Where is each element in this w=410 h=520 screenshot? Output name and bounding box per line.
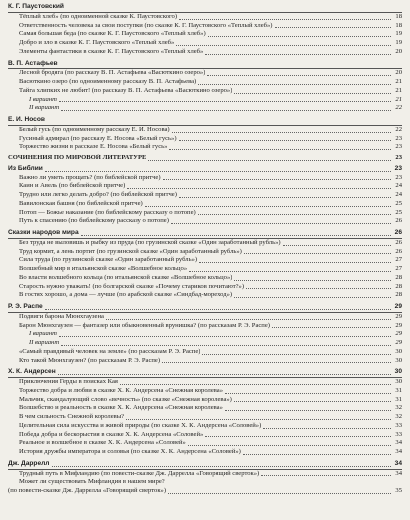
entry-title: Важно ли уметь прощать? (по библейской притче) (19, 173, 161, 181)
entry-title: Торжество жизни в рассказе Е. Носова «Белый гусь» (19, 143, 168, 151)
dot-leader (261, 475, 391, 476)
dot-leader (148, 160, 391, 161)
page-number: 34 (395, 469, 402, 477)
dot-leader (45, 171, 391, 172)
toc-entry[interactable] (8, 13, 402, 22)
page-number: 19 (395, 30, 402, 38)
entry-title: Добро и зло в сказке К. Г. Паустовского «Теплый хлеб» (19, 39, 175, 46)
section-gap (8, 226, 402, 228)
toc-section (8, 3, 402, 57)
entry-title: История дружбы императора и соловья (по сказке Х. К. Андерсена «Соловей») (19, 448, 241, 455)
toc-entry[interactable] (8, 30, 402, 39)
toc-entry[interactable] (8, 313, 402, 322)
toc-entry[interactable] (8, 248, 402, 257)
dot-leader (202, 354, 391, 355)
toc-entry[interactable] (8, 69, 402, 78)
section-gap (8, 57, 402, 59)
page-number: 18 (395, 21, 402, 29)
entry-title: Волшебный мир в итальянской сказке «Волшебное кольцо» (19, 265, 188, 272)
page-number: 33 (395, 430, 402, 438)
toc-entry[interactable] (8, 413, 402, 422)
dot-leader (168, 493, 391, 494)
entry-title: Целительная сила искусства и живой природы (по сказке Х. К. Андерсена «Соловей») (19, 421, 262, 429)
toc-entry[interactable] (8, 291, 402, 300)
toc-entry[interactable] (8, 239, 402, 248)
toc-entry[interactable] (8, 200, 402, 209)
section-title: Х. К. Андерсен (8, 368, 56, 376)
entry-title: В чем сильность Снежной королевы? (19, 413, 125, 420)
entry-title: Волшебство и реальность в сказке Х. К. Андерсена «Снежная королева» (19, 404, 223, 412)
section-title: Е. И. Носов (8, 116, 45, 123)
toc-entry[interactable] (8, 487, 402, 496)
section-heading (8, 154, 402, 163)
toc-entry[interactable] (8, 182, 402, 191)
entry-title: Ответственность человека за свои поступки (по сказке К. Г. Паустовского «Теплый хлеб») (19, 21, 273, 29)
page-number: 20 (395, 47, 402, 55)
page-number: 34 (394, 459, 402, 467)
page-number: 27 (395, 265, 402, 272)
dot-leader (61, 110, 391, 111)
toc-section (8, 368, 402, 457)
author-heading (8, 116, 402, 126)
dot-leader (243, 454, 391, 455)
entry-title: Мальчик, скандалующий слово «вечность» (по сказке «Снежная королева») (19, 395, 232, 403)
page-number: 29 (395, 312, 402, 320)
dot-leader (225, 410, 391, 411)
dot-leader (199, 262, 391, 263)
dot-leader (162, 362, 391, 363)
toc-entry[interactable] (8, 96, 402, 105)
toc-section (8, 60, 402, 114)
entry-title: (по повести-сказке Дж. Даррелла «Говорящий сверток») (8, 487, 167, 494)
dot-leader (106, 319, 391, 320)
dot-leader (244, 253, 391, 254)
page-number: 26 (395, 238, 402, 246)
toc-entry[interactable] (8, 330, 402, 339)
toc-section (8, 229, 402, 300)
section-title: Сказки народов мира (8, 229, 79, 236)
page-number: 30 (395, 356, 402, 364)
toc-entry[interactable] (8, 448, 402, 457)
page-number: 24 (395, 191, 402, 198)
toc-entry[interactable] (8, 348, 402, 357)
page-number: 28 (395, 291, 402, 299)
toc-entry[interactable] (8, 191, 402, 200)
toc-entry[interactable] (8, 256, 402, 265)
toc-section (8, 116, 402, 152)
entry-title: Торжество добра и любви в сказке Х. К. Андерсена «Снежная королева» (19, 386, 224, 394)
entry-title: Лесной бродяга (по рассказу В. П. Астафьева «Васюткино озеро») (19, 69, 206, 77)
page-number: 30 (395, 347, 402, 355)
dot-leader (234, 280, 391, 281)
toc-entry[interactable] (8, 217, 402, 226)
toc-entry[interactable] (8, 143, 402, 152)
page-number: 22 (395, 104, 402, 112)
page-number: 26 (395, 217, 402, 225)
toc-entry[interactable] (8, 422, 402, 431)
dot-leader (205, 436, 391, 437)
entry-title: Васюткино озеро (по одноименному рассказу В. П. Астафьева) (19, 78, 197, 85)
toc-entry[interactable] (8, 265, 402, 274)
dot-leader (275, 27, 392, 28)
page-number: 25 (395, 208, 402, 216)
entry-title: Старость нужно уважать! (по болгарской сказке «Почему стариков почитают?») (19, 282, 245, 290)
page-number: 32 (395, 404, 402, 412)
entry-title: Победа добра и бескорыстия в сказке Х. К. Андерсена «Соловей» (19, 430, 204, 438)
toc-entry[interactable] (8, 396, 402, 405)
entry-title: II вариант (29, 104, 60, 112)
toc-entry[interactable] (8, 48, 402, 57)
toc-entry[interactable] (8, 87, 402, 96)
entry-title: Каин и Авель (по библейской притче) (19, 182, 126, 190)
page-number: 20 (395, 69, 402, 77)
page-number: 34 (395, 439, 402, 447)
page-number: 29 (394, 303, 402, 310)
page-number: 23 (395, 154, 402, 161)
entry-title: Путь к спасению (по библейскому рассказу о потопе) (19, 217, 169, 225)
toc-entry[interactable] (8, 431, 402, 440)
dot-leader (120, 384, 391, 385)
entry-title: Потоп — Божье наказание (по библейскому рассказу о потопе) (19, 208, 196, 216)
dot-leader (58, 374, 391, 375)
page-number: 21 (395, 78, 402, 85)
author-heading (8, 368, 402, 378)
author-heading (8, 229, 402, 239)
toc-entry[interactable] (8, 126, 402, 135)
entry-title: Трудный путь в Мифландию (по повести-сказке Дж. Даррелла «Говорящий сверток») (19, 469, 260, 477)
toc-entry[interactable] (8, 387, 402, 396)
entry-title: Тёплый хлеб» (по одноименной сказке К. Паустовского) (19, 12, 178, 20)
entry-title: Реальное и волшебное в сказке Х. К. Андерсена «Соловей» (19, 439, 186, 447)
entry-title: Самая большая беда (по сказке К. Г. Паустовского «Теплый хлеб») (19, 30, 206, 38)
page-number: 29 (395, 330, 402, 338)
page-number: 18 (395, 12, 402, 20)
page-number: 29 (395, 321, 402, 329)
dot-leader (198, 214, 391, 215)
toc-entry[interactable] (8, 322, 402, 331)
section-title: В. П. Астафьев (8, 59, 58, 67)
entry-title: Без труда не выловишь и рыбку из пруда (по грузинской сказке «Один заработанный рубль») (19, 238, 281, 246)
page-number: 23 (395, 143, 402, 151)
toc-entry[interactable] (8, 22, 402, 31)
page-number: 23 (395, 134, 402, 142)
dot-leader (225, 393, 391, 394)
dot-leader (272, 327, 391, 328)
section-title: Дж. Даррелл (8, 459, 50, 467)
dot-leader (234, 93, 391, 94)
entry-title: «Самый правдивый человек на земле» (по рассказам Р. Э. Распе) (19, 347, 201, 355)
dot-leader (52, 466, 391, 467)
entry-title: Приключения Герды в поисках Кая (19, 378, 118, 385)
page-number: 21 (395, 95, 402, 103)
entry-title: Тайга хлипких не любит! (по рассказу В. П. Астафьева «Васюткино озеро») (19, 86, 233, 94)
dot-leader (189, 271, 391, 272)
page-number: 21 (395, 86, 402, 94)
page-number: 32 (395, 413, 402, 420)
toc-entry[interactable] (8, 39, 402, 48)
entry-title: Подвиги барона Мюнхгаузена (19, 312, 104, 320)
entry-title: Во власти волшебного кольца (по итальянской сказке «Волшебное кольцо») (19, 273, 233, 281)
entry-title: Может ли существовать Мифландия в нашем мире? (19, 478, 165, 486)
section-gap (8, 365, 402, 367)
dot-leader (179, 19, 391, 20)
entry-title: I вариант (29, 95, 57, 103)
entry-title: Вавилонская башня (по библейской притче) (19, 199, 143, 207)
entry-title: II вариант (29, 339, 60, 346)
dot-leader (127, 188, 391, 189)
dot-leader (179, 197, 391, 198)
author-heading (8, 460, 402, 470)
section-gap (8, 113, 402, 115)
page-number: 27 (395, 256, 402, 264)
dot-leader (126, 419, 391, 420)
toc-section (8, 303, 402, 365)
dot-leader (61, 345, 391, 346)
entry-title: Трудно или легко делать добро? (по библейской притче) (19, 191, 177, 198)
page-number: 29 (395, 339, 402, 346)
toc-entry[interactable] (8, 470, 402, 479)
section-gap (8, 457, 402, 459)
toc-section (8, 460, 402, 496)
dot-leader (234, 401, 391, 402)
entry-title: Кто такой Мюнхгаузен? (по рассказам Р. Э. Распе) (19, 356, 161, 364)
toc-entry[interactable] (8, 104, 402, 113)
dot-leader (176, 45, 391, 46)
section-title: Р. Э. Распе (8, 303, 43, 310)
entry-title: Гусиный адмирал (по рассказу Е. Носова «Белый гусь») (19, 134, 177, 142)
dot-leader (188, 445, 391, 446)
dot-leader (208, 36, 391, 37)
page-number: 35 (395, 487, 402, 494)
section-subheading (8, 165, 402, 174)
page-number: 23 (395, 173, 402, 181)
toc-entry[interactable] (8, 378, 402, 387)
dot-leader (207, 75, 391, 76)
dot-leader (172, 132, 391, 133)
dot-leader (171, 223, 391, 224)
dot-leader (234, 297, 391, 298)
page-number: 22 (395, 125, 402, 133)
entry-title: Сила труда (по грузинской сказке «Один заработанный рубль») (19, 256, 198, 264)
section-gap (8, 300, 402, 302)
entry-title: I вариант (29, 330, 57, 338)
dot-leader (246, 288, 391, 289)
page-number: 19 (395, 39, 402, 46)
toc-entry[interactable] (8, 439, 402, 448)
page-number: 28 (395, 282, 402, 290)
toc-entry[interactable] (8, 209, 402, 218)
page-number: 26 (394, 229, 402, 236)
section-title: СОЧИНЕНИЯ ПО МИРОВОЙ ЛИТЕРАТУРЕ (8, 154, 147, 161)
toc-entry[interactable] (8, 274, 402, 283)
entry-title: Труд кормит, а лень портит (по грузинской сказке «Один заработанный рубль») (19, 247, 242, 255)
page-number: 23 (394, 164, 402, 172)
dot-leader (59, 336, 391, 337)
toc-entry[interactable] (8, 357, 402, 366)
dot-leader (45, 309, 391, 310)
page-number: 30 (395, 378, 402, 385)
page-number: 31 (395, 386, 402, 394)
toc-entry[interactable] (8, 135, 402, 144)
dot-leader (145, 206, 391, 207)
toc-section (8, 165, 402, 226)
page-number: 28 (395, 273, 402, 281)
dot-leader (59, 101, 391, 102)
page-number: 31 (395, 395, 402, 403)
toc-entry[interactable] (8, 339, 402, 348)
toc-entry[interactable] (8, 478, 402, 487)
page-number: 25 (395, 199, 402, 207)
entry-title: Белый гусь (по одноименному рассказу Е. И. Носова) (19, 125, 170, 133)
entry-title: Барон Мюнхгаузен — фантазер или обыкновенный врунишка? (по рассказам Р. Э. Распе) (19, 321, 270, 329)
page-number: 24 (395, 182, 402, 190)
dot-leader (163, 179, 391, 180)
page-number: 26 (395, 247, 402, 255)
section-title: Из Библии (8, 164, 43, 172)
page-number: 34 (395, 448, 402, 455)
author-heading (8, 303, 402, 313)
dot-leader (169, 149, 391, 150)
page-number: 30 (394, 368, 402, 376)
toc-entry[interactable] (8, 174, 402, 183)
toc-entry[interactable] (8, 78, 402, 87)
author-heading (8, 3, 402, 13)
toc-section (8, 154, 402, 163)
dot-leader (81, 235, 391, 236)
dot-leader (283, 245, 391, 246)
dot-leader (205, 54, 391, 55)
entry-title: Элементы фантастики в сказке К. Г. Паустовского «Теплый хлеб» (19, 47, 204, 55)
entry-title: В гостях хорошо, а дома — лучше (по арабской сказке «Синдбад-мореход») (19, 291, 233, 299)
toc-entry[interactable] (8, 404, 402, 413)
dot-leader (263, 428, 391, 429)
author-heading (8, 60, 402, 70)
dot-leader (198, 84, 391, 85)
toc-entry[interactable] (8, 283, 402, 292)
page-number: 33 (395, 421, 402, 429)
dot-leader (179, 140, 391, 141)
section-title: К. Г. Паустовский (8, 3, 64, 10)
